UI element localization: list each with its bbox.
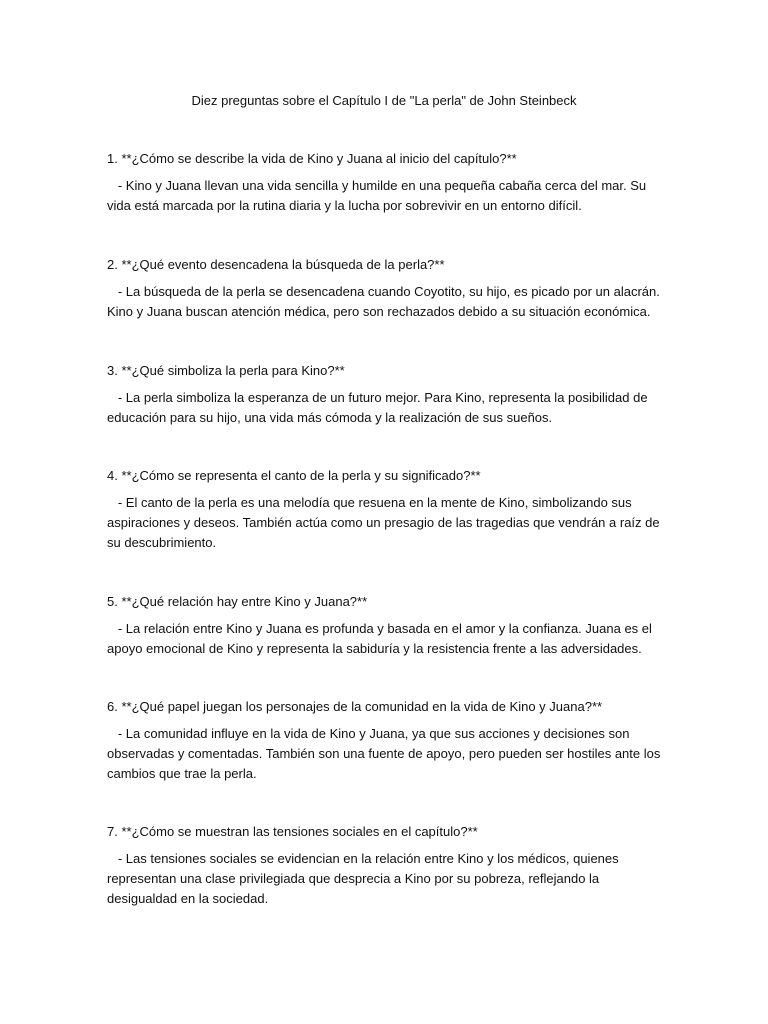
question-6: 6. **¿Qué papel juegan los personajes de la comunidad en la vida de Kino y Juana?**	[107, 699, 603, 714]
question-4: 4. **¿Cómo se representa el canto de la perla y su significado?**	[107, 468, 481, 483]
question-2: 2. **¿Qué evento desencadena la búsqueda de la perla?**	[107, 257, 445, 272]
qa-item-6	[107, 698, 667, 784]
answer-2: - La búsqueda de la perla se desencadena cuando Coyotito, su hijo, es picado por un alacrán. Kino y Juana buscan atención médica, pero son rechazados debido a su situación económica.	[107, 284, 664, 319]
qa-item-3	[107, 362, 667, 428]
qa-item-1	[107, 150, 667, 216]
answer-4: - El canto de la perla es una melodía que resuena en la mente de Kino, simbolizando sus aspiraciones y deseos. También actúa como un presagio de las tragedias que vendrán a raíz de su descubrimiento.	[107, 495, 664, 550]
answer-6: - La comunidad influye en la vida de Kino y Juana, ya que sus acciones y decisiones son observadas y comentadas. También son una fuente de apoyo, pero pueden ser hostiles ante los cambios que trae la perla.	[107, 726, 664, 781]
answer-7: - Las tensiones sociales se evidencian en la relación entre Kino y los médicos, quienes representan una clase privilegiada que desprecia a Kino por su pobreza, reflejando la desigualdad en la sociedad.	[107, 851, 623, 906]
question-5: 5. **¿Qué relación hay entre Kino y Juana?**	[107, 594, 368, 609]
question-7: 7. **¿Cómo se muestran las tensiones sociales en el capítulo?**	[107, 824, 478, 839]
question-3: 3. **¿Qué simboliza la perla para Kino?**	[107, 363, 345, 378]
answer-5: - La relación entre Kino y Juana es profunda y basada en el amor y la confianza. Juana es el apoyo emocional de Kino y representa la sabiduría y la resistencia frente a las adversidades.	[107, 621, 656, 656]
answer-1: - Kino y Juana llevan una vida sencilla y humilde en una pequeña cabaña cerca del mar. Su vida está marcada por la rutina diaria y la lucha por sobrevivir en un entorno difícil.	[107, 178, 650, 213]
qa-item-2	[107, 256, 667, 322]
answer-3: - La perla simboliza la esperanza de un futuro mejor. Para Kino, representa la posibilidad de educación para su hijo, una vida más cómoda y la realización de sus sueños.	[107, 390, 652, 425]
document-title: Diez preguntas sobre el Capítulo I de "La perla" de John Steinbeck	[191, 93, 577, 108]
question-1: 1. **¿Cómo se describe la vida de Kino y Juana al inicio del capítulo?**	[107, 151, 517, 166]
qa-item-7	[107, 823, 667, 909]
qa-item-5	[107, 593, 667, 659]
qa-item-4	[107, 467, 667, 553]
